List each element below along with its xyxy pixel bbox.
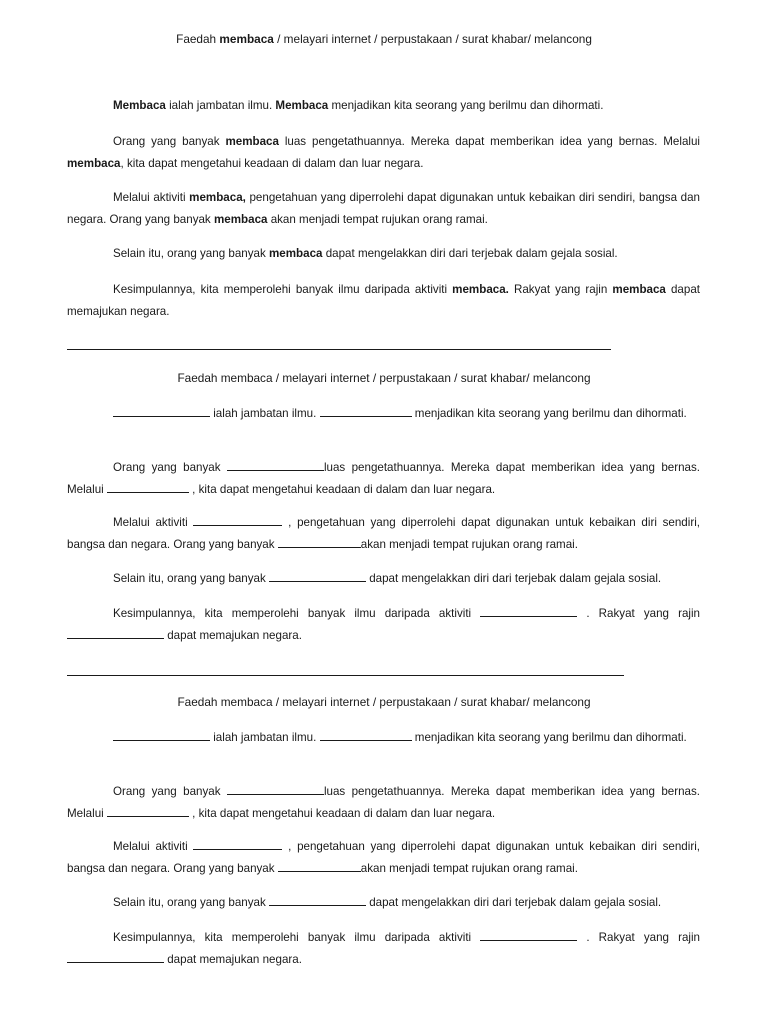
s3-paragraph-1: ialah jambatan ilmu. menjadikan kita seorang yang berilmu dan dihormati. xyxy=(67,727,700,749)
answer-blank[interactable] xyxy=(278,860,361,872)
s3-paragraph-5: Kesimpulannya, kita memperolehi banyak ilmu daripada aktiviti . Rakyat yang rajin dapat memajukan negara. xyxy=(67,927,700,971)
answer-blank[interactable] xyxy=(113,405,210,417)
answer-blank[interactable] xyxy=(480,605,577,617)
answer-blank[interactable] xyxy=(227,783,324,795)
section-2-title: Faedah membaca / melayari internet / perpustakaan / surat khabar/ melancong xyxy=(177,371,591,385)
s1-paragraph-5: Kesimpulannya, kita memperolehi banyak ilmu daripada aktiviti membaca. Rakyat yang rajin membaca dapat memajukan negara. xyxy=(67,283,700,318)
answer-blank[interactable] xyxy=(269,570,366,582)
s1-paragraph-4: Selain itu, orang yang banyak membaca dapat mengelakkan diri dari terjebak dalam gejala sosial. xyxy=(113,247,618,260)
answer-blank[interactable] xyxy=(67,951,164,963)
answer-blank[interactable] xyxy=(113,729,210,741)
answer-blank[interactable] xyxy=(320,405,412,417)
answer-blank[interactable] xyxy=(227,459,324,471)
answer-blank[interactable] xyxy=(320,729,412,741)
section-1-title: Faedah membaca / melayari internet / perpustakaan / surat khabar/ melancong xyxy=(176,32,592,46)
answer-blank[interactable] xyxy=(193,838,282,850)
answer-blank[interactable] xyxy=(67,627,164,639)
s3-paragraph-4: Selain itu, orang yang banyak dapat mengelakkan diri dari terjebak dalam gejala sosial. xyxy=(113,896,662,909)
s1-paragraph-1: Membaca ialah jambatan ilmu. Membaca menjadikan kita seorang yang berilmu dan dihormati. xyxy=(113,99,604,112)
answer-blank[interactable] xyxy=(107,481,189,493)
answer-blank[interactable] xyxy=(193,514,282,526)
s2-paragraph-2: Orang yang banyak luas pengetathuannya. Mereka dapat memberikan idea yang bernas. Melalui , kita dapat mengetahui keadaan di dalam dan luar negara. xyxy=(67,461,700,496)
answer-blank[interactable] xyxy=(278,536,361,548)
answer-blank[interactable] xyxy=(107,805,189,817)
s3-paragraph-2: Orang yang banyak luas pengetathuannya. Mereka dapat memberikan idea yang bernas. Melalui , kita dapat mengetahui keadaan di dalam dan luar negara. xyxy=(67,785,700,820)
divider-line xyxy=(67,675,624,676)
s1-paragraph-2: Orang yang banyak membaca luas pengetathuannya. Mereka dapat memberikan idea yang bernas. Melalui membaca, kita dapat mengetahui keadaan di dalam dan luar negara. xyxy=(67,135,700,170)
s2-paragraph-1: ialah jambatan ilmu. menjadikan kita seorang yang berilmu dan dihormati. xyxy=(67,403,700,425)
section-3-title: Faedah membaca / melayari internet / perpustakaan / surat khabar/ melancong xyxy=(177,695,591,709)
answer-blank[interactable] xyxy=(480,929,577,941)
s3-paragraph-3: Melalui aktiviti , pengetahuan yang diperrolehi dapat digunakan untuk kebaikan diri sendiri, bangsa dan negara. Orang yang banyak akan menjadi tempat rujukan orang ramai. xyxy=(67,840,700,875)
s1-paragraph-3: Melalui aktiviti membaca, pengetahuan yang diperrolehi dapat digunakan untuk kebaikan diri sendiri, bangsa dan negara. Orang yang banyak membaca akan menjadi tempat rujukan orang ramai. xyxy=(67,191,700,226)
s2-paragraph-4: Selain itu, orang yang banyak dapat mengelakkan diri dari terjebak dalam gejala sosial. xyxy=(113,572,662,585)
divider-line xyxy=(67,349,611,350)
s2-paragraph-3: Melalui aktiviti , pengetahuan yang diperrolehi dapat digunakan untuk kebaikan diri sendiri, bangsa dan negara. Orang yang banyak akan menjadi tempat rujukan orang ramai. xyxy=(67,516,700,551)
s2-paragraph-5: Kesimpulannya, kita memperolehi banyak ilmu daripada aktiviti . Rakyat yang rajin dapat memajukan negara. xyxy=(67,603,700,647)
answer-blank[interactable] xyxy=(269,894,366,906)
